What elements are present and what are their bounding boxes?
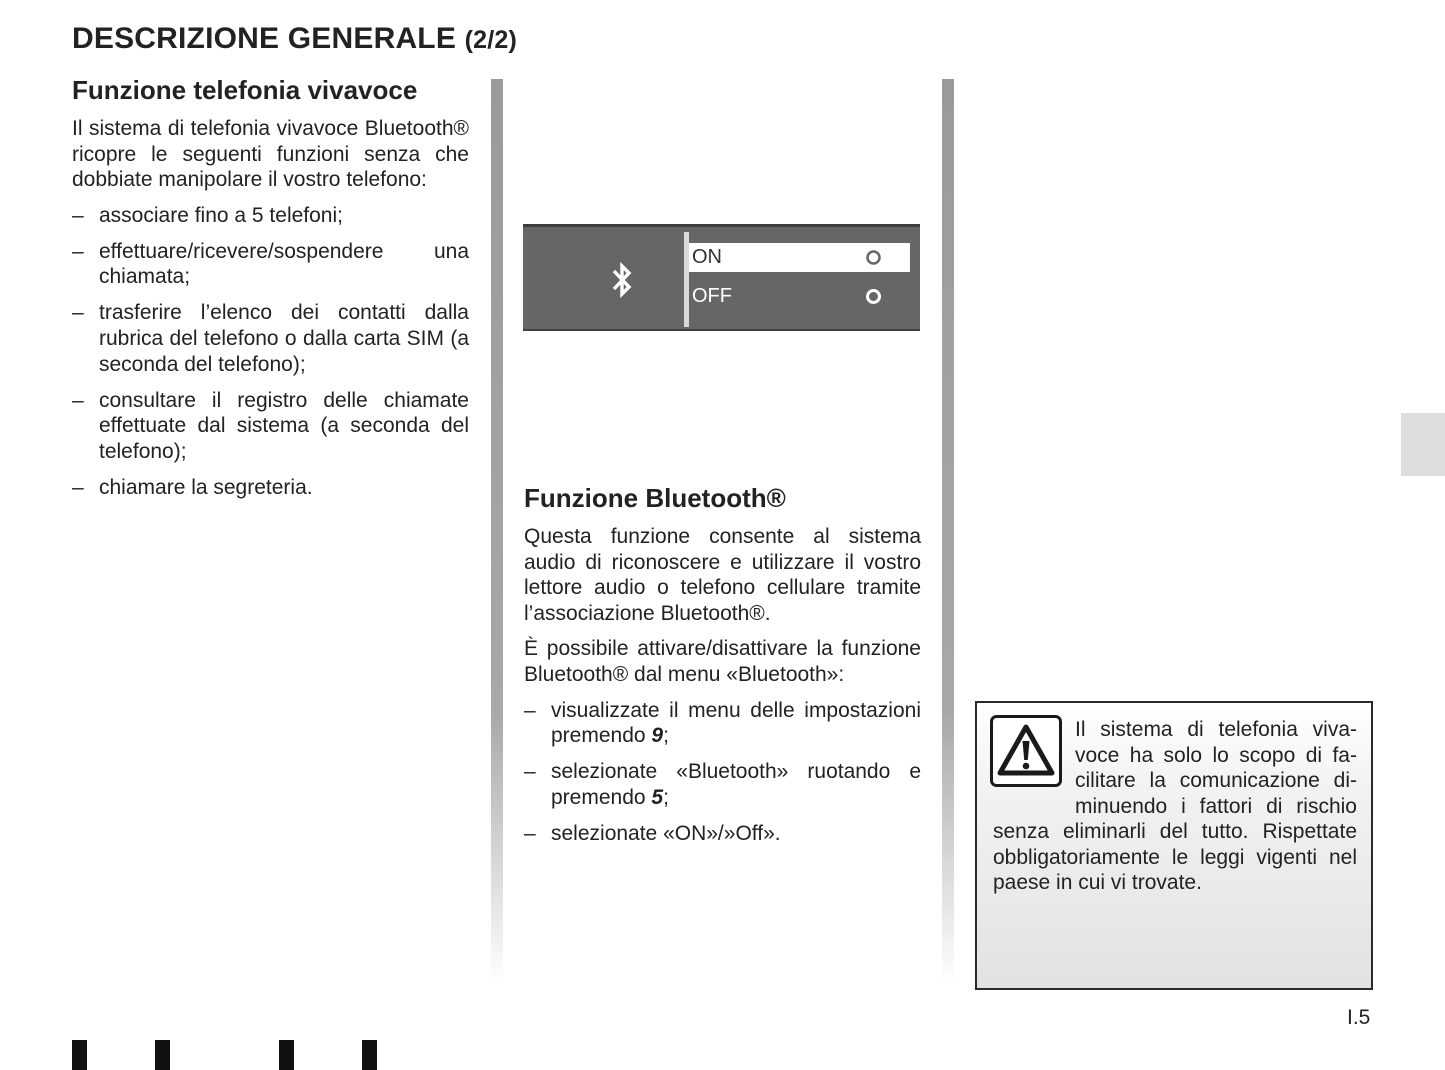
activation-paragraph: È possibile attivare/disattivare la funzione Bluetooth® dal menu «Bluetooth»: <box>524 637 921 686</box>
step-key: 9 <box>651 724 664 748</box>
step-text: selezionate «ON»/»Off». <box>551 821 781 845</box>
list-item-text: trasferire l’elenco dei contatti dalla rubrica del telefono o dalla carta SIM (a seconda del telefono); <box>99 301 469 376</box>
column-separator-right <box>942 79 954 984</box>
bluetooth-paragraph: Questa funzione consente al sistema audio di riconoscere e utilizzare il vostro lettore audio o telefono cellulare tramite l’associazione Bluetooth®. <box>524 525 921 625</box>
step-text: selezionate «Bluetooth» ruotando e premendo <box>551 760 921 809</box>
list-item <box>72 388 469 465</box>
column-separator-left <box>491 79 503 984</box>
list-item <box>72 300 469 377</box>
radio-off-icon <box>865 288 882 305</box>
list-dash: – <box>524 760 536 784</box>
list-item-text: consultare il registro delle chiamate effettuate dal sistema (a seconda del telefono); <box>99 388 469 463</box>
warning-icon-space <box>993 717 1075 817</box>
steps-list <box>524 698 921 847</box>
list-item-text: associare fino a 5 telefoni; <box>99 203 343 227</box>
list-dash: – <box>524 821 536 845</box>
crop-mark <box>279 1040 294 1070</box>
warning-box <box>975 701 1373 990</box>
section-title-bluetooth: Funzione Bluetooth® <box>524 483 786 513</box>
list-dash: – <box>72 203 84 227</box>
step-end: ; <box>663 785 669 809</box>
menu-option-on[interactable] <box>689 243 910 272</box>
list-item <box>72 203 469 229</box>
bluetooth-menu-illustration <box>523 224 920 331</box>
middle-column <box>524 481 921 857</box>
feature-list <box>72 203 469 501</box>
list-item-text: chiamare la segreteria. <box>99 475 313 499</box>
chapter-tab <box>1401 413 1445 476</box>
intro-paragraph: Il sistema di telefonia vivavoce Bluetooth® ricopre le seguenti funzioni senza che dobbiate manipolare il vostro telefono: <box>72 117 469 192</box>
page-title-suffix: (2/2) <box>464 26 517 54</box>
list-dash: – <box>72 301 84 325</box>
list-item <box>524 759 921 810</box>
list-item <box>72 475 469 501</box>
page-number: I.5 <box>1347 1006 1371 1029</box>
step-key: 5 <box>651 785 664 809</box>
bluetooth-icon <box>608 260 636 300</box>
list-dash: – <box>72 475 84 499</box>
list-item <box>524 821 921 847</box>
radio-on-icon <box>865 249 882 266</box>
page-title <box>72 22 517 56</box>
menu-option-on-label: ON <box>692 246 722 268</box>
menu-option-off-label: OFF <box>692 285 732 307</box>
list-item <box>524 698 921 749</box>
list-dash: – <box>72 388 84 412</box>
list-dash: – <box>72 239 84 263</box>
menu-option-off[interactable] <box>689 282 910 311</box>
page-title-text: DESCRIZIONE GENERALE <box>72 22 457 55</box>
step-text: visualizzate il menu delle impostazioni premendo <box>551 698 921 748</box>
warning-text: Il sistema di telefonia vivavoce ha solo lo scopo di facilitare la comunicazione diminuendo i fattori di rischio senza eliminarli del tutto. Rispettate obbligatoriamente le leggi vigenti nel paese in cui vi trovate. <box>993 718 1357 894</box>
list-dash: – <box>524 698 536 722</box>
left-column <box>72 73 469 511</box>
crop-mark <box>72 1040 87 1070</box>
section-title-handsfree: Funzione telefonia vivavoce <box>72 75 418 105</box>
list-item <box>72 239 469 290</box>
crop-mark <box>362 1040 377 1070</box>
list-item-text: effettuare/ricevere/sospendere una chiamata; <box>99 239 469 289</box>
crop-mark <box>155 1040 170 1070</box>
step-end: ; <box>663 724 669 748</box>
warning-text-block <box>993 717 1357 896</box>
